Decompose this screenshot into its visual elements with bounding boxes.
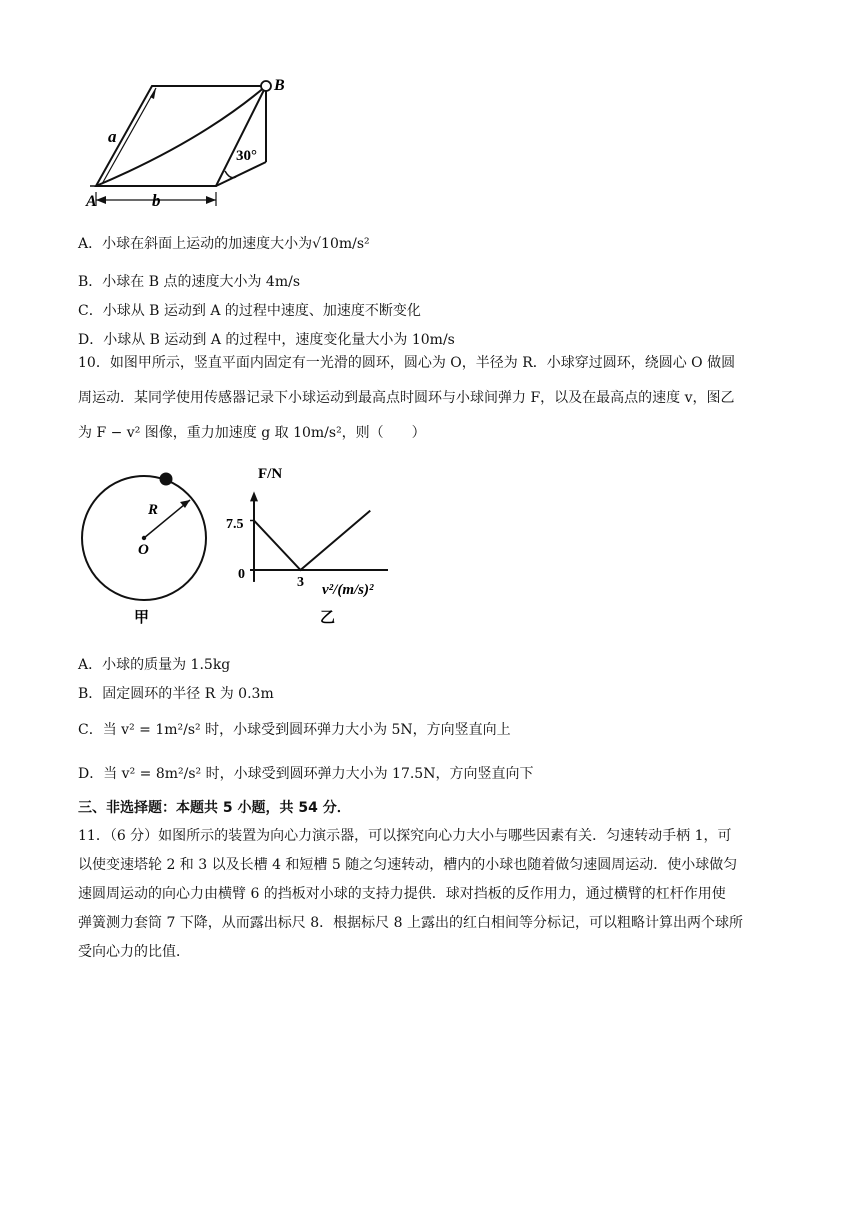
figure-incline xyxy=(80,72,310,212)
q11-line4: 弹簧测力套筒 7 下降，从而露出标尺 8．根据标尺 8 上露出的红白相间等分标记，可以粗略计算出两个球所 xyxy=(78,915,743,931)
figure-jia-circle xyxy=(78,466,218,626)
chart-series-line-0 xyxy=(254,511,370,570)
q11-line5: 受向心力的比值． xyxy=(78,944,190,960)
chart-ylabel: F/N xyxy=(258,466,283,482)
q10-option-d: D．当 v² = 8m²/s² 时，小球受到圆环弹力大小为 17.5N，方向竖直向下 xyxy=(78,766,534,782)
q9-option-d: D．小球从 B 运动到 A 的过程中，速度变化量大小为 10m/s xyxy=(78,332,455,348)
q9-option-c: C．小球从 B 运动到 A 的过程中速度、加速度不断变化 xyxy=(78,303,421,319)
q10-stem-line2: 周运动．某同学使用传感器记录下小球运动到最高点时圆环与小球间弹力 F，以及在最高点的速度 v，图乙 xyxy=(78,390,735,406)
q9-option-b: B．小球在 B 点的速度大小为 4m/s xyxy=(78,274,301,290)
q9-option-a: A．小球在斜面上运动的加速度大小为√10m/s² xyxy=(78,236,370,252)
chart-ytick-0: 0 xyxy=(238,567,245,582)
label-B: B xyxy=(274,77,285,94)
q10-stem-line3: 为 F − v² 图像，重力加速度 g 取 10m/s²，则（ ） xyxy=(78,425,426,441)
chart-xtick-3: 3 xyxy=(297,575,304,590)
label-a: a xyxy=(108,127,117,146)
q11-line2: 以使变速塔轮 2 和 3 以及长槽 4 和短槽 5 随之匀速转动，槽内的小球也随着做匀速圆周运动．使小球做匀 xyxy=(78,857,738,873)
section-heading: 三、非选择题：本题共 5 小题，共 54 分． xyxy=(78,800,351,816)
label-b: b xyxy=(152,191,161,210)
q11-line3: 速圆周运动的向心力由横臂 6 的挡板对小球的支持力提供．球对挡板的反作用力，通过横臂的杠杆作用使 xyxy=(78,886,726,902)
chart-xlabel: v²/(m/s)² xyxy=(322,582,374,598)
caption-yi: 乙 xyxy=(320,610,336,626)
label-O: O xyxy=(138,542,149,558)
label-R: R xyxy=(148,502,159,518)
q10-option-a: A．小球的质量为 1.5kg xyxy=(78,657,231,673)
q10-option-b: B．固定圆环的半径 R 为 0.3m xyxy=(78,686,274,702)
q11-line1: 11．（6 分）如图所示的装置为向心力演示器，可以探究向心力大小与哪些因素有关．匀速转动手柄 1，可 xyxy=(78,828,732,844)
caption-jia: 甲 xyxy=(134,610,150,626)
q10-option-c: C．当 v² = 1m²/s² 时，小球受到圆环弹力大小为 5N，方向竖直向上 xyxy=(78,722,511,738)
figure-yi-chart xyxy=(222,462,412,628)
chart-ytick-7-5: 7.5 xyxy=(226,517,244,532)
chart-y-axis-arrow xyxy=(250,491,258,501)
label-A: A xyxy=(86,193,97,210)
q10-stem-line1: 10．如图甲所示，竖直平面内固定有一光滑的圆环，圆心为 O，半径为 R．小球穿过圆环，绕圆心 O 做圆 xyxy=(78,355,736,371)
label-angle: 30° xyxy=(236,148,257,164)
